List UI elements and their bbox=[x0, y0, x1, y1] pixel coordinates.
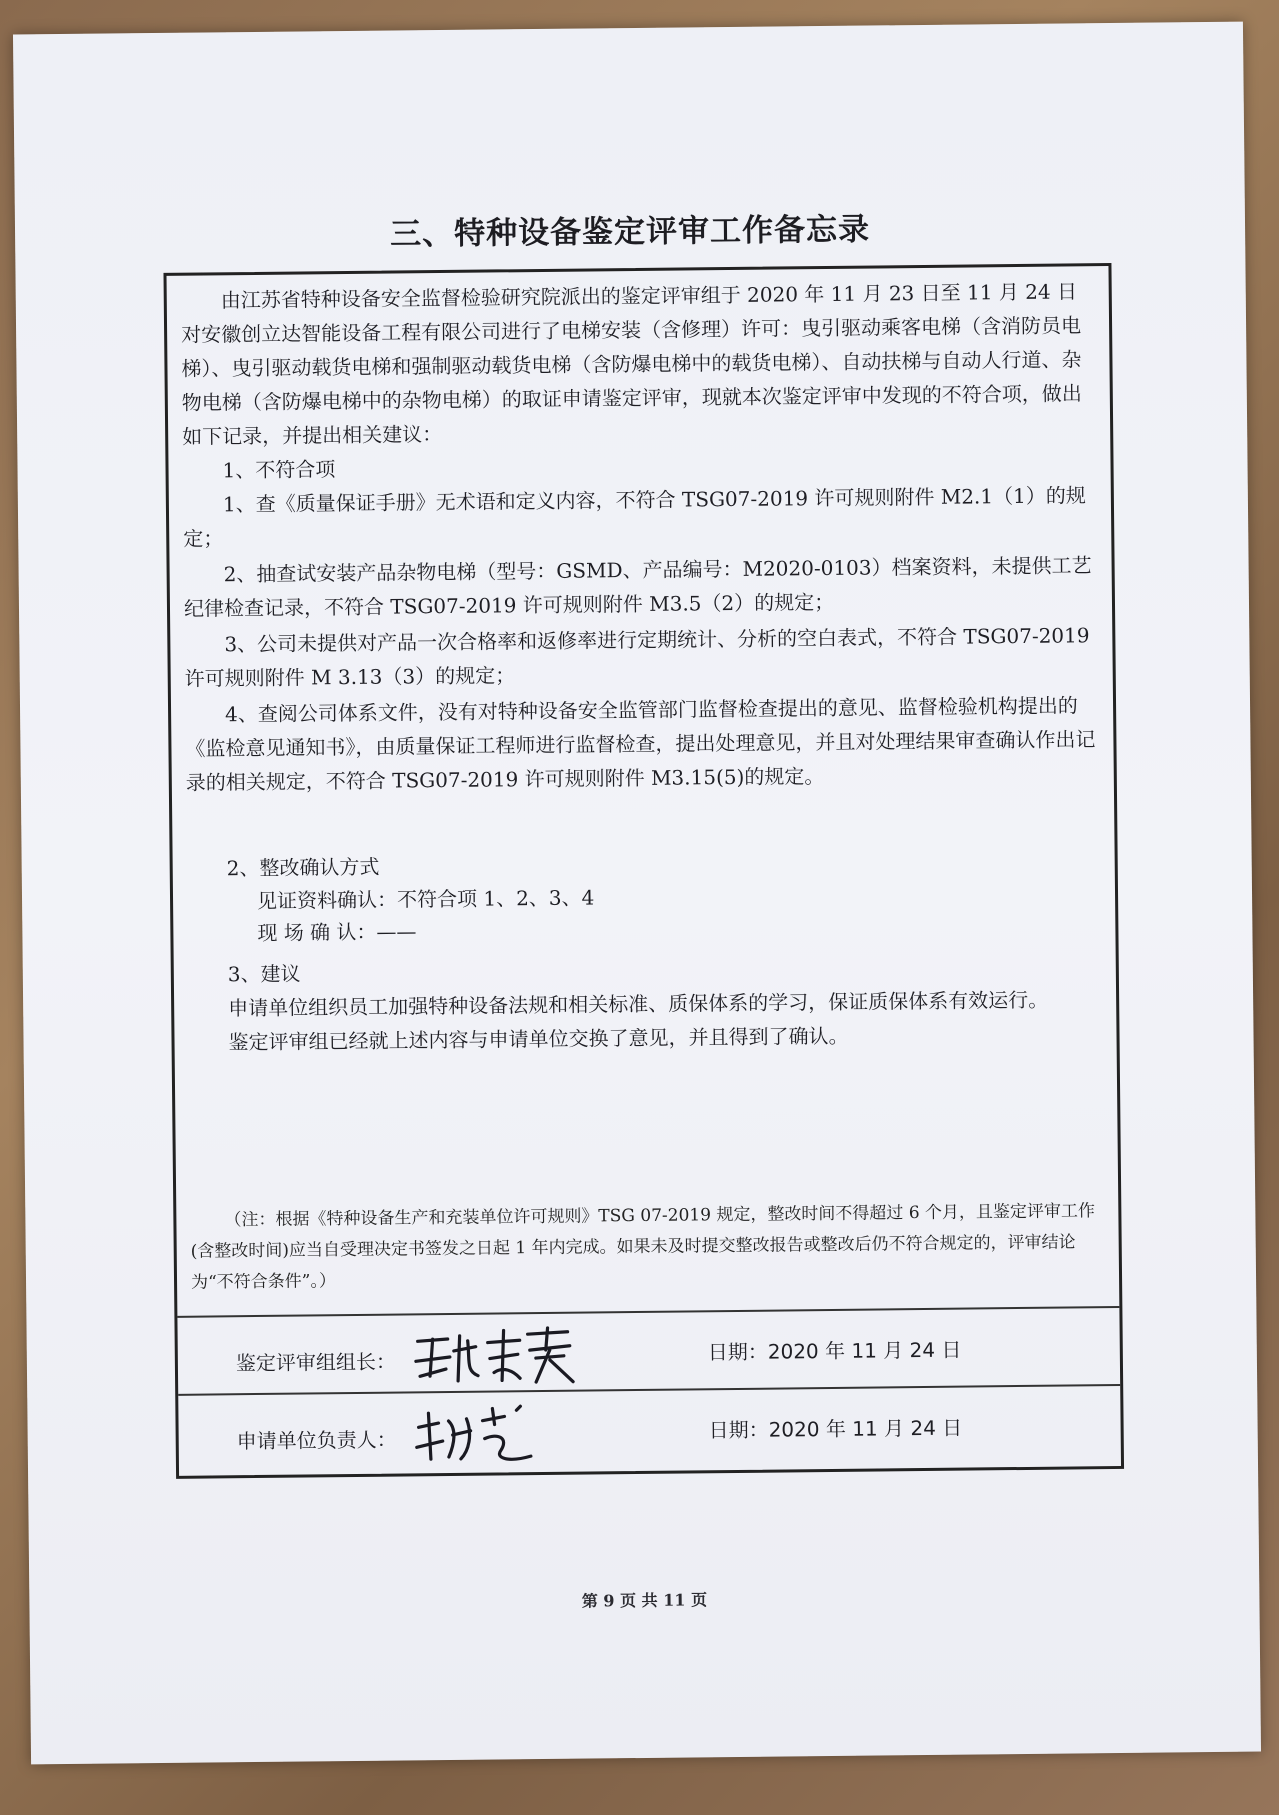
nonconformity-item: 3、公司未提供对产品一次合格率和返修率进行定期统计、分析的空白表式，不符合 TSG07-2019 许可规则附件 M 3.13（3）的规定； bbox=[184, 623, 1090, 691]
applicant-date: 日期：2020 年 11 月 24 日 bbox=[708, 1415, 963, 1443]
applicant-signature bbox=[408, 1398, 549, 1469]
paper-sheet bbox=[13, 22, 1261, 1765]
note-text: （注：根据《特种设备生产和充装单位许可规则》TSG 07-2019 规定，整改时间不得超过 6 个月，且鉴定评审工作(含整改时间)应当自受理决定书签发之日起 1 年内完成。如果未及时提交整改报告或整改后仍不符合规定的，评审结论为“不符合条件”。） bbox=[190, 1201, 1096, 1293]
page-number: 第 9 页 共 11 页 bbox=[581, 1590, 708, 1611]
applicant-sign-row bbox=[178, 1384, 1121, 1476]
intro-paragraph: 由江苏省特种设备安全监督检验研究院派出的鉴定评审组于 2020 年 11 月 23 日至 11 月 24 日对安徽创立达智能设备工程有限公司进行了电梯安装（含修理）许可：曳引驱动乘客电梯（含消防员电梯）、曳引驱动载货电梯和强制驱动载货电梯（含防爆电梯中的载货电梯）、自动扶梯与自动人行道、杂物电梯（含防爆电梯中的杂物电梯）的取证申请鉴定评审，现就本次鉴定评审中发现的不符合项，做出如下记录，并提出相关建议： bbox=[181, 279, 1082, 449]
section1-heading: 1、不符合项 bbox=[222, 457, 336, 483]
page-title: 三、特种设备鉴定评审工作备忘录 bbox=[389, 211, 871, 253]
leader-label: 鉴定评审组组长： bbox=[235, 1349, 397, 1376]
nonconformity-item: 2、抽查试安装产品杂物电梯（型号：GSMD、产品编号：M2020-0103）档案资料，未提供工艺纪律检查记录，不符合 TSG07-2019 许可规则附件 M3.5（2）的规定； bbox=[183, 553, 1092, 621]
section2-heading: 2、整改确认方式 bbox=[226, 854, 380, 881]
note-paragraph bbox=[190, 1196, 1103, 1299]
section3-heading: 3、建议 bbox=[227, 961, 301, 987]
nonconformity-item: 4、查阅公司体系文件，没有对特种设备安全监管部门监督检查提出的意见、监督检验机构提出的《监检意见通知书》，由质量保证工程师进行监督检查，提出处理意见，并且对处理结果审查确认作出记录的相关规定，不符合 TSG07-2019 许可规则附件 M3.15(5)的规定。 bbox=[185, 693, 1096, 795]
confirmation-text: 鉴定评审组已经就上述内容与申请单位交换了意见，并且得到了确认。 bbox=[228, 1023, 849, 1055]
leader-signature bbox=[407, 1320, 588, 1392]
onsite-confirmation: 现 场 确 认：—— bbox=[257, 919, 417, 945]
memo-frame bbox=[163, 263, 1124, 1479]
leader-date: 日期：2020 年 11 月 24 日 bbox=[707, 1337, 962, 1365]
evidence-confirmation: 见证资料确认：不符合项 1、2、3、4 bbox=[256, 885, 595, 913]
memo-body bbox=[181, 274, 1101, 1060]
recommendation-text: 申请单位组织员工加强特种设备法规和相关标准、质保体系的学习，保证质保体系有效运行。 bbox=[228, 987, 1049, 1021]
nonconformity-item: 1、查《质量保证手册》无术语和定义内容，不符合 TSG07-2019 许可规则附件 M2.1（1）的规定； bbox=[183, 483, 1086, 551]
applicant-label: 申请单位负责人： bbox=[236, 1427, 397, 1454]
